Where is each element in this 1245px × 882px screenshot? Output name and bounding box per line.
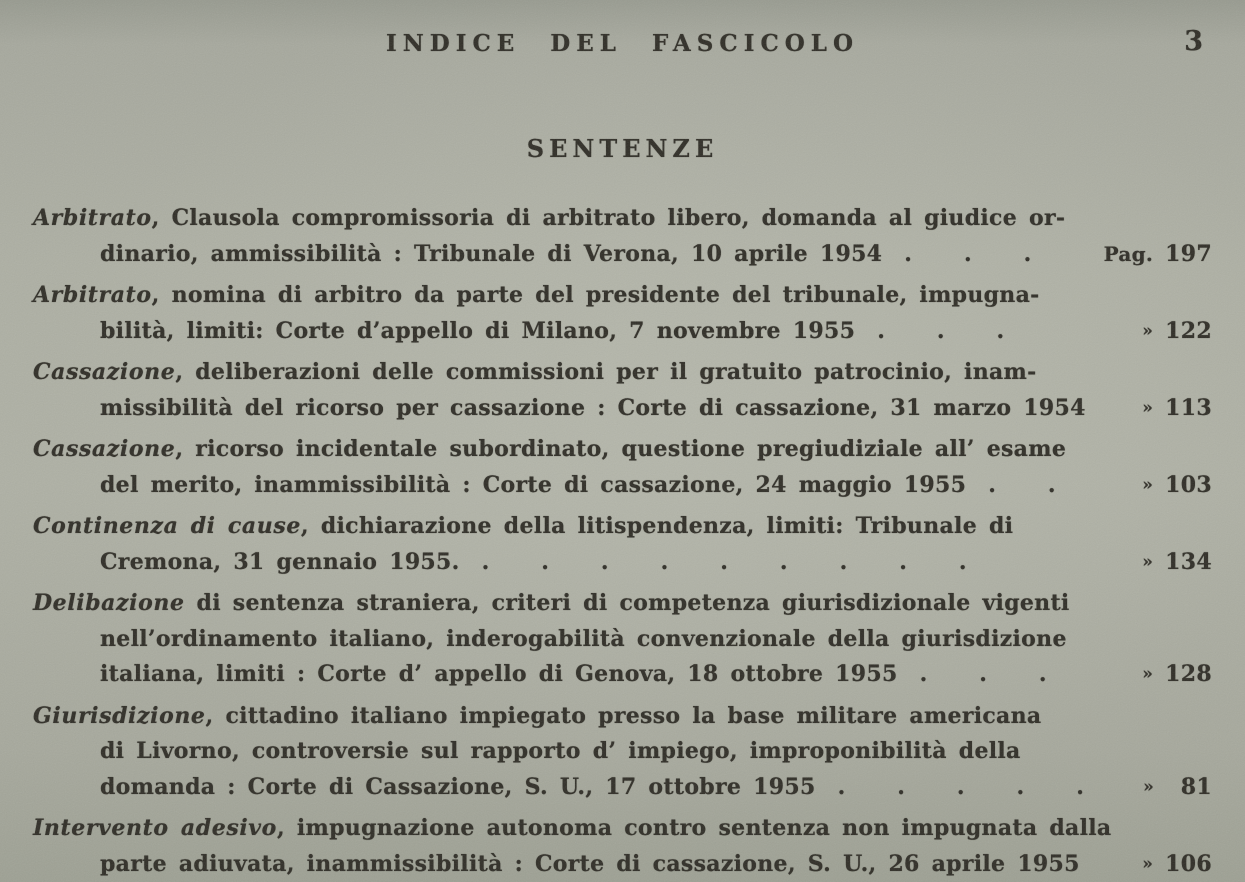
- entry-last-line: [33, 468, 1212, 504]
- entry-last-text: Cremona, 31 gennaio 1955.: [100, 548, 460, 575]
- entry-first-line: [33, 432, 1212, 468]
- entry-lead-term: Giurisdizione: [33, 702, 206, 729]
- entry-continuation-line: di Livorno, controversie sul rapporto d’ impiego, improponibilità della: [100, 738, 1021, 764]
- entry-lead-term: Intervento adesivo: [33, 815, 277, 841]
- dot-leader: .....: [837, 773, 1136, 800]
- entry-lead-term: Arbitrato: [33, 205, 152, 231]
- page-ref-value: 128: [1165, 661, 1212, 687]
- page-ref-value: 113: [1165, 394, 1212, 421]
- page-ref: [1142, 314, 1212, 352]
- entry-first-line: [33, 509, 1212, 545]
- section-title: SENTENZE: [526, 134, 719, 163]
- page-ref-value: 81: [1180, 773, 1212, 800]
- entry-first-line: [33, 586, 1212, 622]
- entry-first-text: , ricorso incidentale subordinato, questione pregiudiziale all’ esame: [175, 436, 1067, 462]
- entry-last-text: domanda : Corte di Cassazione, S. U., 17 ottobre 1955: [100, 773, 816, 800]
- page-ref: [1142, 847, 1212, 882]
- entry-last-line: [33, 770, 1212, 806]
- entry-continuation-line: nell’ordinamento italiano, inderogabilità convenzionale della giurisdizione: [100, 625, 1067, 652]
- entry-last-text: bilità, limiti: Corte d’appello di Milano, 7 novembre 1955: [100, 317, 856, 344]
- entry-first-line: [33, 201, 1212, 237]
- dot-leader: ..: [988, 471, 1108, 498]
- entry-last-text: missibilità del ricorso per cassazione : Corte di cassazione, 31 marzo 1954: [100, 394, 1086, 421]
- page-ref-value: 134: [1165, 548, 1212, 575]
- entry-last-text: del merito, inammissibilità : Corte di cassazione, 24 maggio 1955: [100, 471, 967, 498]
- index-entry: [33, 699, 1212, 806]
- entry-first-line: [33, 355, 1212, 391]
- page-ref-label: »: [1142, 853, 1154, 874]
- dot-leader: .........: [481, 548, 1019, 575]
- page-ref: [1142, 545, 1212, 583]
- entry-first-text: , nomina di arbitro da parte del presidente del tribunale, impugna-: [151, 282, 1040, 308]
- entry-last-line: [33, 391, 1212, 427]
- index-entry: [33, 278, 1212, 349]
- page-ref-label: »: [1143, 776, 1154, 797]
- entry-last-line: [33, 314, 1212, 350]
- page-number: 3: [1184, 26, 1203, 57]
- entry-last-text: italiana, limiti : Corte d’ appello di Genova, 18 ottobre 1955: [100, 661, 898, 687]
- index-entry: [33, 201, 1212, 272]
- page-ref-label: »: [1142, 664, 1154, 684]
- entry-lead-term: Delibazione: [33, 590, 185, 616]
- entry-first-line: [33, 811, 1212, 847]
- page-ref: [1142, 468, 1212, 506]
- entry-lead-term: Continenza di cause: [33, 513, 301, 539]
- entry-first-text: di sentenza straniera, criteri di competenza giurisdizionale vigenti: [184, 590, 1070, 616]
- entry-last-line: [33, 847, 1212, 882]
- dot-leader: ...: [919, 661, 1099, 687]
- entry-last-line: [33, 545, 1212, 581]
- index-entry: [33, 432, 1212, 503]
- entry-first-text: , deliberazioni delle commissioni per il gratuito patrocinio, inam-: [175, 359, 1037, 385]
- page-ref: [1142, 657, 1212, 695]
- index-entry: [33, 586, 1212, 693]
- entry-last-text: parte adiuvata, inammissibilità : Corte di cassazione, S. U., 26 aprile 1955: [100, 850, 1080, 877]
- entry-first-text: , cittadino italiano impiegato presso la base militare americana: [205, 702, 1042, 729]
- page-ref: [1143, 770, 1212, 808]
- page-ref-label: »: [1142, 397, 1154, 418]
- entry-lead-term: Arbitrato: [33, 282, 152, 308]
- entry-last-line: [33, 237, 1212, 273]
- entry-last-line: [33, 657, 1212, 693]
- entry-first-text: , dichiarazione della litispendenza, limiti: Tribunale di: [300, 513, 1014, 539]
- dot-leader: ...: [877, 317, 1057, 344]
- entry-last-text: dinario, ammissibilità : Tribunale di Verona, 10 aprile 1954: [100, 240, 883, 267]
- page-ref-label: Pag.: [1103, 241, 1154, 266]
- dot-leader: ...: [904, 240, 1084, 267]
- page-ref: [1142, 391, 1212, 429]
- page-ref-value: 122: [1165, 317, 1212, 344]
- entry-first-text: , impugnazione autonoma contro sentenza non impugnata dalla: [276, 815, 1112, 841]
- entry-lead-term: Cassazione: [33, 359, 176, 385]
- entry-first-line: [33, 699, 1212, 735]
- entry-lead-term: Cassazione: [33, 436, 176, 462]
- page-title: INDICE DEL FASCICOLO: [385, 30, 860, 57]
- index-entry: [33, 811, 1212, 882]
- index-entry: [33, 355, 1212, 426]
- page-ref: [1104, 237, 1212, 273]
- index-entry: [33, 509, 1212, 580]
- page-ref-label: »: [1142, 320, 1154, 341]
- page-ref-label: »: [1142, 551, 1154, 572]
- page-ref-value: 106: [1165, 850, 1212, 877]
- page-ref-label: »: [1142, 474, 1154, 495]
- page-ref-value: 103: [1165, 471, 1212, 498]
- entry-list: [33, 201, 1212, 882]
- page-ref-value: 197: [1165, 240, 1212, 267]
- entry-first-text: , Clausola compromissoria di arbitrato libero, domanda al giudice or-: [151, 205, 1066, 231]
- entry-first-line: [33, 278, 1212, 314]
